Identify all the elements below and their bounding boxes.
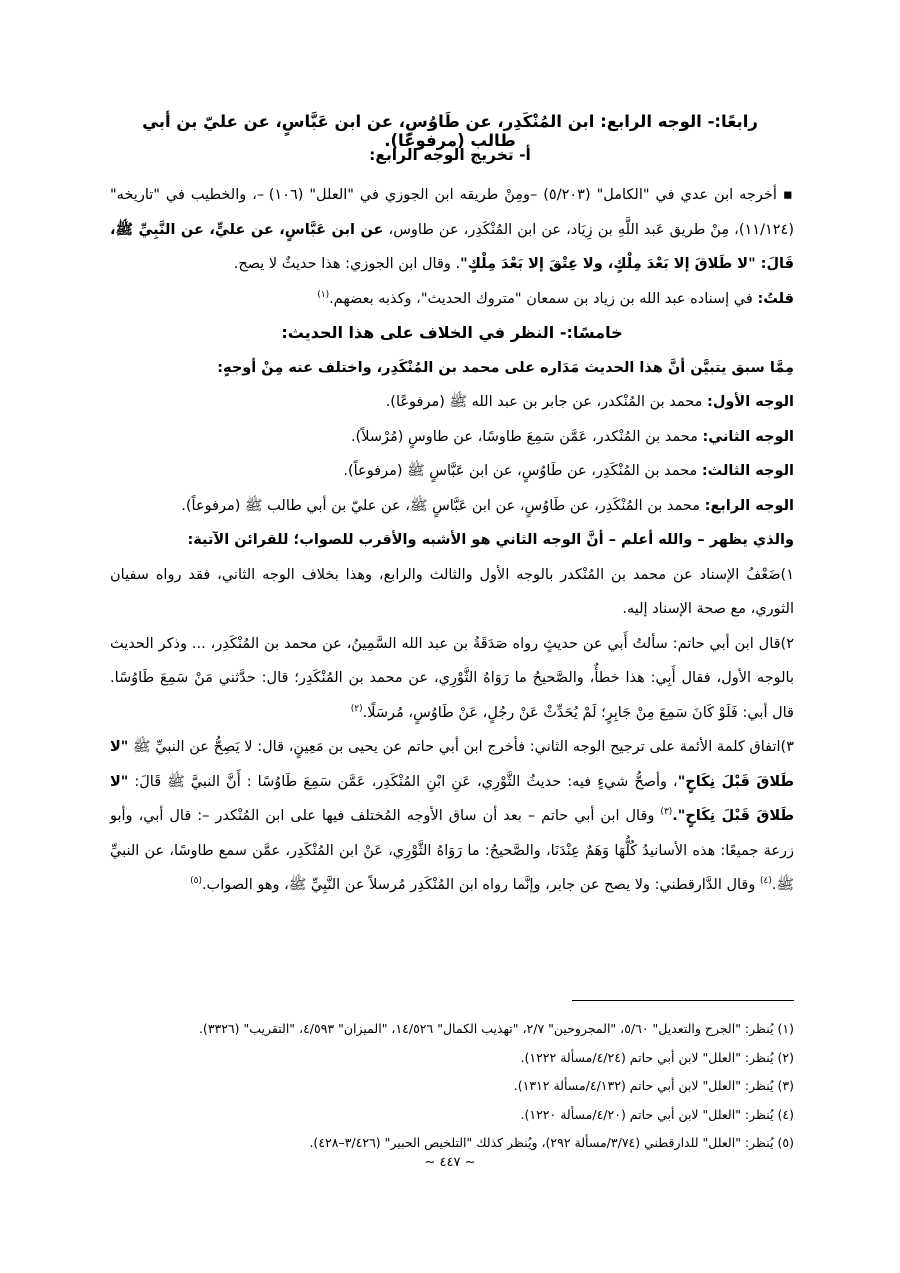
takhrij-paragraph bbox=[110, 178, 794, 903]
wajh-label: الوجه الأول: bbox=[707, 394, 794, 410]
hadith-text: عن ابن عَبَّاسٍ، عن عليٍّ، عن النَّبِيِّ ﷺ، قَالَ: "لا طَلاقَ إلا بَعْدَ مِلْكٍ، ولا عِتْقَ إلا بَعْدَ مِلْكٍ" bbox=[110, 221, 794, 272]
wajh-label: الوجه الثاني: bbox=[702, 428, 794, 445]
reason-2-text: ٢)قال ابن أبي حاتم: سألتُ أَبي عن حديثٍ رواه صَدَقَةُ بن عبد الله السَّمِينُ، عن محمد بن المُنْكَدِر، ... وذكر الحديث بالوجه الأول، فقال أَبِي: هذا خطأٌ، والصَّحيحُ ما رَوَاهُ الثَّوْرِي، عن محمد بن المُنْكَدِر؛ قال: حدَّثني مَنْ سَمِعَ طَاوُسًا. قال أبي: فَلَوْ كَانَ سَمِعَ مِنْ جَابِرٍ؛ لَمْ يُحَدِّثْ عَنْ رجُلٍ، عَنْ طَاوُسٍ، مُرسَلًا. bbox=[110, 635, 794, 721]
reason-3-text-c: وقال ابن أبي حاتم – بعد أن ساق الأوجه المُختلف فيها على ابن المُنْكدر –: قال أبي، وأبو زرعة جميعًا: هذه الأسانيدُ كُلُّهَا وَهَمٌ عِنْدَنَا، والصَّحيحُ: ما رَوَاهُ الثَّوْرِي، عَنْ ابن المُنْكَدِر، عمَّن سمع طاوسًا، عن النبيِّ ﷺ. bbox=[110, 808, 794, 893]
reason-3-text-d: وقال الدَّارقطني: ولا يصح عن جابر، وإنَّما رواه ابن المُنْكَدِر مُرسلاً عن النَّبِيِّ ﷺ، وهو الصواب. bbox=[201, 877, 760, 893]
section5-heading: خامسًا:- النظر في الخلاف على هذا الحديث: bbox=[281, 323, 623, 342]
takhrij-text-b: . وقال ابن الجوزي: هذا حديثٌ لا يصح. bbox=[233, 256, 461, 272]
wajh-text: محمد بن المُنْكَدِر، عن طَاوُسٍ، عن ابن عَبَّاسٍ ﷺ، عن عليّ بن أبي طالب ﷺ (مرفوعاً). bbox=[181, 497, 705, 514]
footnote-ref[interactable]: (٣) bbox=[660, 807, 673, 818]
reason-3 bbox=[110, 730, 794, 903]
wajh-4 bbox=[110, 489, 794, 524]
hadith-text: "لا طَلاقَ قَبْلَ نِكَاحٍ". bbox=[110, 773, 795, 824]
wajh-label: الوجه الثالث: bbox=[701, 463, 794, 479]
wajh-text: محمد بن المُنْكدر، عَمَّن سَمِعَ طاوسًا، عن طاوسٍ (مُرْسلاً). bbox=[350, 428, 703, 445]
wajh-text: محمد بن المُنْكدر، عن جابر بن عبد الله ﷺ (مرفوعًا). bbox=[385, 394, 708, 410]
note-paragraph bbox=[110, 282, 794, 317]
reason-3-text-b: ، وأصحُّ شيءٍ فيه: حديثُ الثَّوْرِي، عَنِ ابْنِ المُنْكَدِر، عَمَّن سَمِعَ طَاوُسًا : أَنَّ النبيَّ ﷺ قَالَ: bbox=[128, 773, 678, 790]
note-label: قلتُ: bbox=[757, 290, 794, 307]
footnote-divider bbox=[572, 1000, 794, 1001]
takhrij-text-a: أخرجه ابن عدي في "الكامل" (٥/٢٠٣) –ومِنْ طريقه ابن الجوزي في "العلل" (١٠٦) –، والخطيب في "تاريخه" (١١/١٢٤)، مِنْ طريق عَبد اللَّهِ بن زِيَاد، عن ابن المُنْكَدِر، عن طاوس، bbox=[110, 187, 794, 238]
section-heading: رابعًا:- الوجه الرابع: ابن المُنْكَدِر، عن طَاوُسٍ، عن ابن عَبَّاسٍ، عن عليّ بن أبي طالب (مرفوعًا). bbox=[142, 112, 758, 150]
wajh-text: محمد بن المُنْكَدِر، عن طَاوُسٍ، عن ابن عَبَّاسٍ ﷺ (مرفوعاً). bbox=[343, 463, 702, 479]
takhrij-text bbox=[110, 178, 794, 282]
wajh-2 bbox=[110, 420, 794, 455]
footnote-ref[interactable]: (٢) bbox=[350, 703, 363, 714]
footnote-item: (٤) يُنظر: "العلل" لابن أبي حاتم (٤/٢٠/مسألة ١٢٢٠). bbox=[520, 1106, 794, 1122]
note-text: في إسناده عبد الله بن زياد بن سمعان "متروك الحديث"، وكذبه بعضهم. bbox=[329, 290, 758, 307]
conclusion: والذي يظهر – والله أعلم – أنَّ الوجه الثاني هو الأشبه والأقرب للصواب؛ للقرائن الآتية: bbox=[187, 532, 794, 548]
footnote-item: (٣) يُنظر: "العلل" لابن أبي حاتم (٤/١٣٢/مسألة ١٣١٢). bbox=[513, 1078, 794, 1093]
reason-3-text-a: ٣)اتفاق كلمة الأئمة على ترجيح الوجه الثاني: فأخرج ابن أبي حاتم عن يحيى بن مَعِينٍ، قال: لا يَصِحُّ عن النبيِّ ﷺ bbox=[128, 739, 794, 755]
wajh-1 bbox=[110, 385, 794, 420]
footnote-ref[interactable]: (١) bbox=[317, 289, 330, 300]
reason-2 bbox=[110, 627, 794, 731]
footnote-ref[interactable]: (٤) bbox=[759, 876, 772, 887]
section5-intro: مِمَّا سبق يتبيَّن أنَّ هذا الحديث مَدَاره على محمد بن المُنْكَدِر، واختلف عنه مِنْ أوجهٍ: bbox=[217, 359, 794, 376]
hadith-text: "لا طَلاقَ قَبْلَ نِكَاحٍ" bbox=[110, 739, 794, 790]
wajh-3 bbox=[110, 454, 794, 489]
reason-1: ١)ضَعْفُ الإسناد عن محمد بن المُنْكدر بالوجه الأول والثالث والرابع، وهذا بخلاف الوجه الثاني، فقد رواه سفيان الثوري، مع صحة الإسناد إليه. bbox=[110, 566, 794, 617]
wajh-label: الوجه الرابع: bbox=[704, 497, 794, 514]
footnote-item: (١) يُنظر: "الجرح والتعديل" ٥/٦٠، "المجروحين" ٢/٧، "تهذيب الكمال" ١٤/٥٢٦، "الميزان" ٤/٥٩٣، "التقريب" (٣٣٢٦). bbox=[198, 1021, 794, 1036]
footnote-ref[interactable]: (٥) bbox=[190, 876, 202, 887]
footnote-item: (٥) يُنظر: "العلل" للدارقطني (٣/٧٤/مسألة ٢٩٢)، ويُنظر كذلك "التلخيص الحبير" (٣/٤٢٦–٤٢٨). bbox=[309, 1135, 794, 1150]
footnotes bbox=[110, 1015, 794, 1158]
bullet-icon: ▪ bbox=[782, 187, 795, 203]
page-number: ~ ٤٤٧ ~ bbox=[424, 1155, 476, 1170]
footnote-item: (٢) يُنظر: "العلل" لابن أبي حاتم (٤/٢٤/مسألة ١٢٢٢). bbox=[520, 1049, 794, 1065]
subsection-heading: أ- تخريج الوجه الرابع: bbox=[369, 146, 531, 164]
